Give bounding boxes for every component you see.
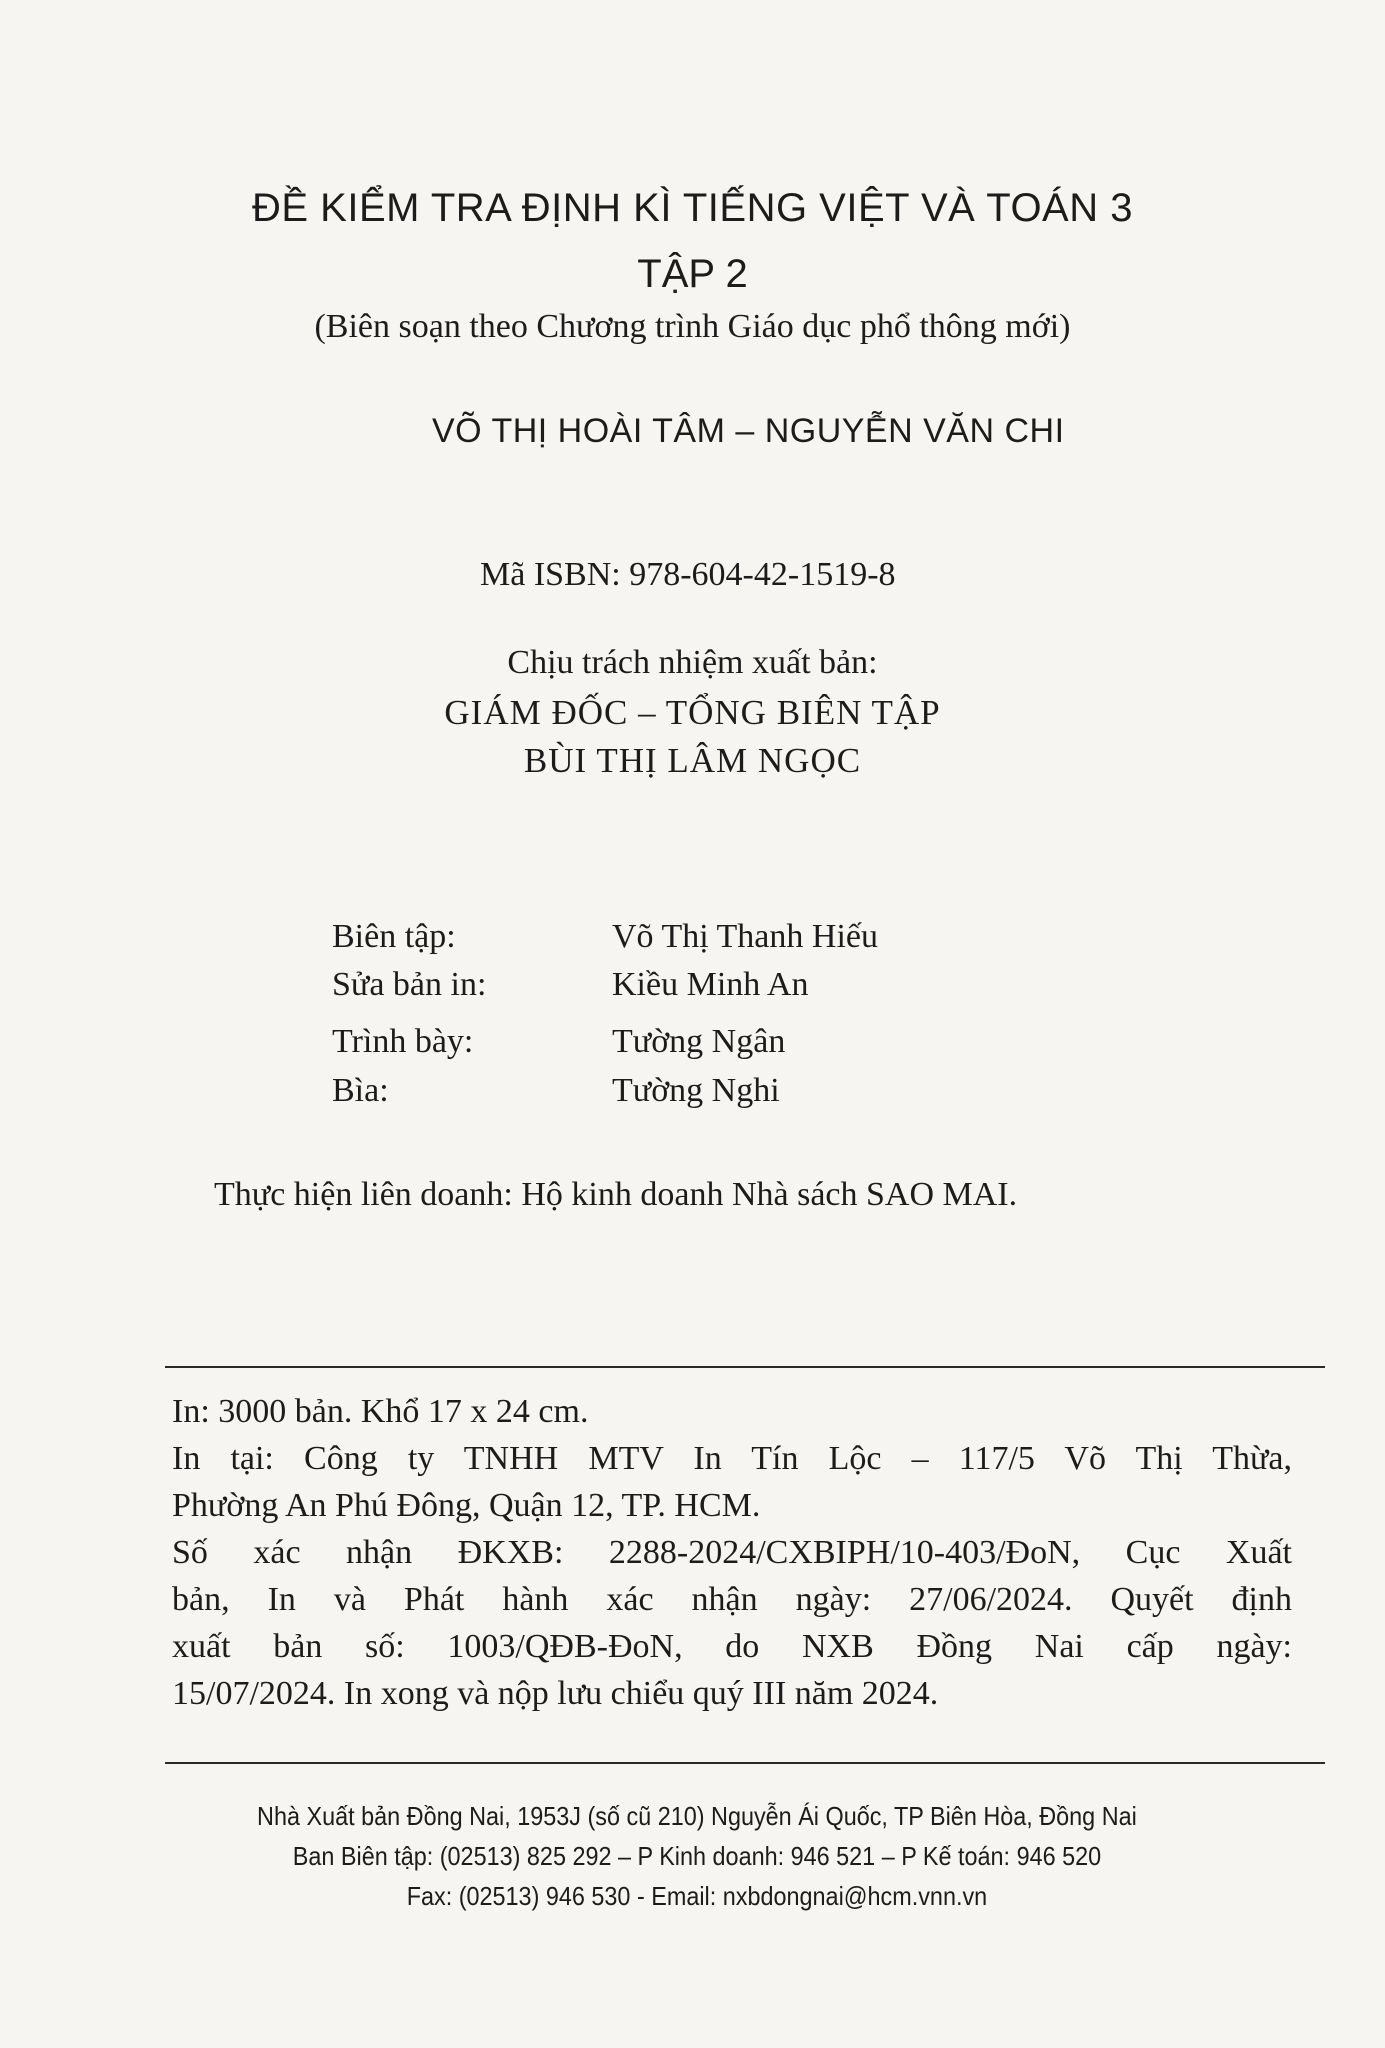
print-info-line: Số xác nhận ĐKXB: 2288-2024/CXBIPH/10-403/ĐoN, Cục Xuất — [172, 1534, 1292, 1571]
credit-label: Biên tập: — [332, 918, 456, 955]
publisher-phones: Ban Biên tập: (02513) 825 292 – P Kinh doanh: 946 521 – P Kế toán: 946 520 — [292, 1841, 1102, 1871]
publisher-contact: Fax: (02513) 946 530 - Email: nxbdongnai@hcm.vnn.vn — [406, 1881, 988, 1911]
divider-top — [165, 1366, 1325, 1368]
responsibility-name: BÙI THỊ LÂM NGỌC — [523, 741, 862, 780]
joint-venture-value: Hộ kinh doanh Nhà sách SAO MAI. — [521, 1176, 1018, 1213]
book-title: ĐỀ KIỂM TRA ĐỊNH KÌ TIẾNG VIỆT VÀ TOÁN 3 — [252, 186, 1133, 230]
responsibility-label: Chịu trách nhiệm xuất bản: — [507, 644, 878, 681]
credit-label: Trình bày: — [332, 1023, 474, 1060]
print-info-line: In tại: Công ty TNHH MTV In Tín Lộc – 117/5 Võ Thị Thừa, — [172, 1440, 1292, 1477]
volume-label: TẬP 2 — [637, 252, 748, 296]
print-info-line: xuất bản số: 1003/QĐB-ĐoN, do NXB Đồng Nai cấp ngày: — [172, 1628, 1292, 1665]
authors: VÕ THỊ HOÀI TÂM – NGUYỄN VĂN CHI — [432, 412, 1065, 450]
credit-value: Võ Thị Thanh Hiếu — [612, 918, 878, 955]
credit-label: Bìa: — [332, 1072, 389, 1109]
joint-venture-label: Thực hiện liên doanh: — [214, 1176, 513, 1213]
publisher-address: Nhà Xuất bản Đồng Nai, 1953J (số cũ 210) Nguyễn Ái Quốc, TP Biên Hòa, Đồng Nai — [257, 1801, 1137, 1831]
print-info-line: bản, In và Phát hành xác nhận ngày: 27/06/2024. Quyết định — [172, 1581, 1292, 1618]
credit-value: Tường Ngân — [612, 1023, 786, 1060]
credit-label: Sửa bản in: — [332, 966, 487, 1003]
credit-value: Tường Nghi — [612, 1072, 780, 1109]
isbn: Mã ISBN: 978-604-42-1519-8 — [480, 556, 896, 593]
subtitle: (Biên soạn theo Chương trình Giáo dục phổ thông mới) — [314, 308, 1071, 345]
print-info — [172, 1388, 1292, 1717]
publisher-info — [74, 1796, 1321, 1916]
print-info-line: In: 3000 bản. Khổ 17 x 24 cm. — [172, 1393, 589, 1430]
print-info-line: 15/07/2024. In xong và nộp lưu chiểu quý III năm 2024. — [172, 1675, 939, 1712]
responsibility-role: GIÁM ĐỐC – TỔNG BIÊN TẬP — [444, 693, 941, 732]
joint-venture — [214, 1176, 1017, 1214]
credit-value: Kiều Minh An — [612, 966, 809, 1003]
divider-bottom — [165, 1762, 1325, 1764]
print-info-line: Phường An Phú Đông, Quận 12, TP. HCM. — [172, 1487, 761, 1524]
